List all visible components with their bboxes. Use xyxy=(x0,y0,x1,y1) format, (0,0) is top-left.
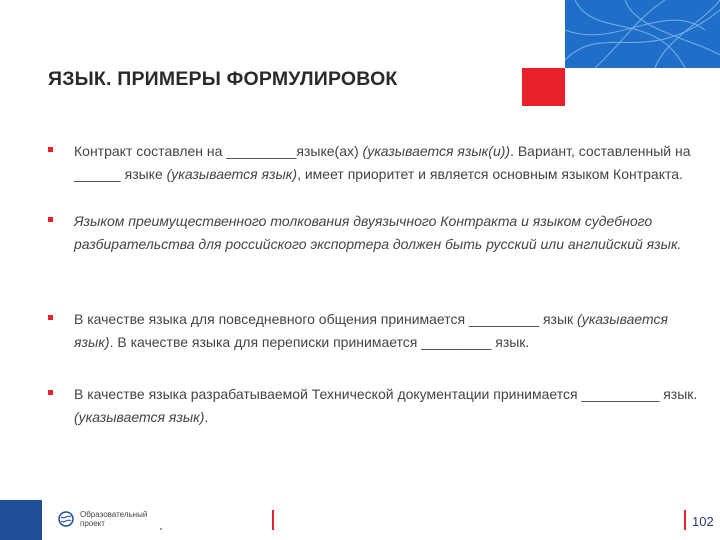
bullet-text-italic: (указывается язык) xyxy=(166,166,298,182)
page-number-divider xyxy=(684,510,686,530)
decorative-dot xyxy=(160,528,162,530)
bullet-marker xyxy=(48,217,53,222)
footer-blue-block xyxy=(0,500,42,540)
bullet-text xyxy=(74,308,706,354)
bullet-text-italic: (указывается язык(и)) xyxy=(362,143,511,159)
bullet-text-italic: (указывается язык) xyxy=(74,311,668,350)
decorative-lines-graphic xyxy=(565,0,720,68)
bullet-text-italic: (указывается язык) xyxy=(74,409,205,425)
logo-line: Образовательный xyxy=(80,510,148,519)
bullet-text-part: В качестве языка разрабатываемой Технической документации принимается __________ язык. xyxy=(74,386,698,402)
page-number: 102 xyxy=(692,514,714,529)
footer-divider xyxy=(272,510,274,530)
bullet-text-part: . В качестве языка для переписки принимается _________ язык. xyxy=(109,334,530,350)
page-title: ЯЗЫК. ПРИМЕРЫ ФОРМУЛИРОВОК xyxy=(48,68,398,90)
decorative-blue-pattern xyxy=(565,0,720,68)
bullet-marker xyxy=(48,390,53,395)
bullet-marker xyxy=(48,147,53,152)
bullet-text xyxy=(74,140,706,186)
bullet-text-part: . xyxy=(204,409,209,425)
red-accent-square xyxy=(522,68,565,106)
globe-icon xyxy=(58,511,74,527)
bullet-marker xyxy=(48,315,53,320)
bullet-text-part: , имеет приоритет и является основным языком Контракта. xyxy=(297,166,683,182)
bullet-text-part: В качестве языка для повседневного общения принимается _________ язык xyxy=(74,311,578,327)
bullet-text-part: . Вариант, составленный на ______ языке xyxy=(74,143,691,182)
logo-line: проект xyxy=(80,519,105,528)
bullet-text: Языком преимущественного толкования двуязычного Контракта и языком судебного разбирательства для российского экспортера должен быть русский или английский язык. xyxy=(74,213,682,252)
bullet-text xyxy=(74,383,706,429)
project-logo xyxy=(58,510,147,528)
logo-text xyxy=(80,510,147,528)
bullet-text-part: Контракт составлен на _________языке(ах) xyxy=(74,143,363,159)
